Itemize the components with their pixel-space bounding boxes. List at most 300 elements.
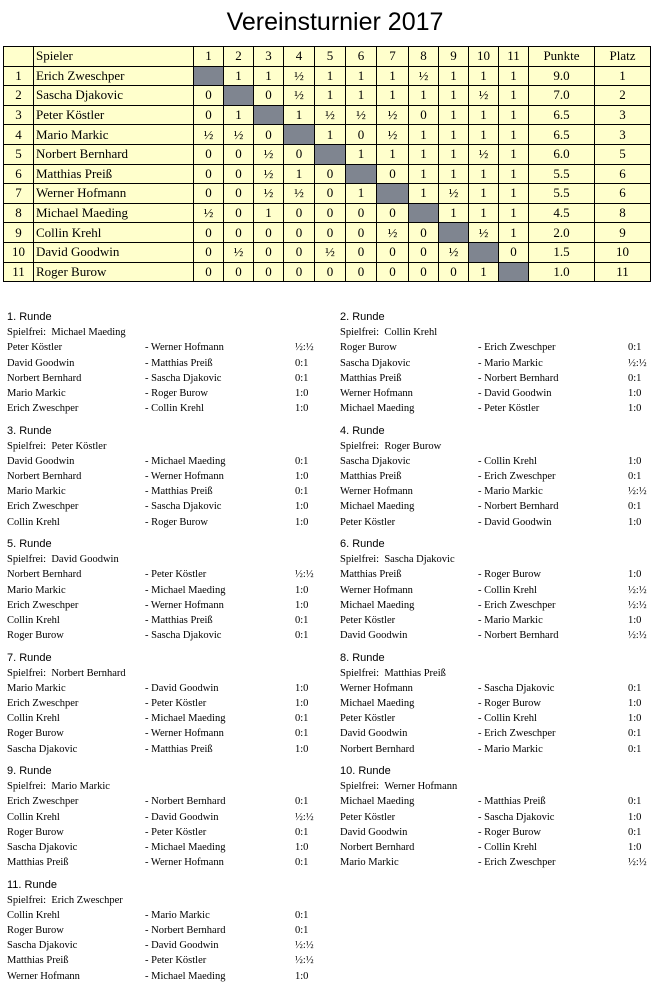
player-rank: 11: [595, 262, 651, 282]
table-row: [4, 184, 651, 204]
round-title: 7. Runde: [7, 651, 52, 664]
header-punkte: Punkte: [529, 47, 595, 67]
game-result: 0:1: [295, 614, 309, 626]
result-cell: 0: [254, 242, 284, 262]
game-result: 0:1: [628, 471, 642, 483]
diagonal-cell: [469, 242, 499, 262]
header-col-1: 1: [194, 47, 224, 67]
result-cell: 1: [499, 223, 529, 243]
round-block: [7, 310, 327, 416]
game-result: 0:1: [628, 501, 642, 513]
result-cell: 0: [194, 144, 224, 164]
result-cell: ½: [254, 144, 284, 164]
bye-label: Spielfrei:: [7, 554, 47, 566]
result-cell: 1: [439, 144, 469, 164]
result-cell: 1: [469, 262, 499, 282]
result-cell: 1: [439, 86, 469, 106]
crosstable: [3, 46, 651, 282]
bye-line: [340, 325, 660, 340]
result-cell: 0: [284, 203, 315, 223]
black-player: - Erich Zweschper: [478, 471, 556, 483]
result-cell: 1: [377, 86, 409, 106]
bye-label: Spielfrei:: [340, 327, 380, 339]
game-result: 0:1: [295, 728, 309, 740]
result-cell: 0: [194, 242, 224, 262]
white-player: Roger Burow: [7, 925, 64, 937]
result-cell: 0: [315, 184, 346, 204]
result-cell: 0: [194, 262, 224, 282]
white-player: Mario Markic: [7, 682, 66, 694]
result-cell: 0: [224, 184, 254, 204]
result-cell: 0: [224, 262, 254, 282]
player-name: Michael Maeding: [34, 203, 194, 223]
white-player: Mario Markic: [7, 486, 66, 498]
black-player: - Matthias Preiß: [145, 486, 213, 498]
game-row: [7, 454, 327, 469]
black-player: - Matthias Preiß: [145, 357, 213, 369]
player-points: 6.5: [529, 125, 595, 145]
result-cell: 0: [254, 223, 284, 243]
black-player: - Werner Hofmann: [145, 728, 224, 740]
bye-player: Erich Zweschper: [51, 894, 123, 906]
game-result: ½:½: [628, 584, 647, 596]
bye-label: Spielfrei:: [7, 440, 47, 452]
result-cell: 0: [194, 105, 224, 125]
header-col-2: 2: [224, 47, 254, 67]
result-cell: 1: [469, 125, 499, 145]
bye-label: Spielfrei:: [340, 554, 380, 566]
white-player: Peter Köstler: [340, 811, 396, 823]
game-row: [340, 840, 660, 855]
black-player: - Mario Markic: [145, 909, 210, 921]
black-player: - Sascha Djakovic: [145, 372, 222, 384]
header-nr-cell: [4, 47, 34, 67]
black-player: - Peter Köstler: [478, 403, 540, 415]
black-player: - Norbert Bernhard: [145, 796, 226, 808]
game-row: [7, 583, 327, 598]
player-points: 2.0: [529, 223, 595, 243]
white-player: Roger Burow: [340, 342, 397, 354]
game-result: 0:1: [295, 713, 309, 725]
player-number: 1: [4, 66, 34, 86]
game-row: [7, 484, 327, 499]
round-title: 10. Runde: [340, 765, 391, 777]
result-cell: 1: [346, 144, 377, 164]
result-cell: 1: [499, 86, 529, 106]
result-cell: ½: [409, 66, 439, 86]
black-player: - Roger Burow: [478, 569, 541, 581]
white-player: Norbert Bernhard: [7, 372, 82, 384]
black-player: - Peter Köstler: [145, 698, 207, 710]
player-name: Matthias Preiß: [34, 164, 194, 184]
table-row: [4, 66, 651, 86]
white-player: Erich Zweschper: [7, 501, 79, 513]
result-cell: ½: [224, 242, 254, 262]
black-player: - Peter Köstler: [145, 955, 207, 967]
table-row: [4, 223, 651, 243]
result-cell: 0: [224, 144, 254, 164]
result-cell: 0: [409, 223, 439, 243]
white-player: Matthias Preiß: [340, 471, 402, 483]
table-row: [4, 86, 651, 106]
bye-line: [340, 552, 660, 567]
black-player: - Michael Maeding: [145, 584, 226, 596]
game-row: [340, 499, 660, 514]
white-player: Sascha Djakovic: [7, 743, 78, 755]
player-points: 1.0: [529, 262, 595, 282]
table-row: [4, 105, 651, 125]
game-row: [7, 825, 327, 840]
white-player: Norbert Bernhard: [7, 471, 82, 483]
game-row: [7, 742, 327, 757]
result-cell: 1: [499, 105, 529, 125]
player-name: Peter Köstler: [34, 105, 194, 125]
white-player: Collin Krehl: [7, 909, 60, 921]
player-name: Werner Hofmann: [34, 184, 194, 204]
game-result: ½:½: [628, 486, 647, 498]
header-col-4: 4: [284, 47, 315, 67]
game-row: [7, 371, 327, 386]
game-result: 0:1: [628, 342, 642, 354]
result-cell: ½: [377, 125, 409, 145]
result-cell: 0: [284, 242, 315, 262]
result-cell: ½: [439, 184, 469, 204]
game-row: [7, 515, 327, 530]
result-cell: 1: [499, 184, 529, 204]
white-player: Matthias Preiß: [340, 569, 402, 581]
result-cell: ½: [315, 105, 346, 125]
round-block: [7, 651, 327, 757]
result-cell: 0: [284, 144, 315, 164]
result-cell: 0: [194, 223, 224, 243]
black-player: - Mario Markic: [478, 486, 543, 498]
game-result: 1:0: [628, 614, 642, 626]
white-player: Michael Maeding: [340, 403, 415, 415]
bye-line: [7, 893, 327, 908]
white-player: Werner Hofmann: [340, 387, 413, 399]
round-block: [340, 764, 660, 870]
black-player: - Collin Krehl: [478, 841, 537, 853]
game-result: 0:1: [295, 630, 309, 642]
black-player: - David Goodwin: [145, 682, 219, 694]
player-rank: 9: [595, 223, 651, 243]
white-player: David Goodwin: [7, 455, 75, 467]
player-points: 5.5: [529, 184, 595, 204]
player-points: 6.0: [529, 144, 595, 164]
game-row: [7, 598, 327, 613]
black-player: - Matthias Preiß: [145, 743, 213, 755]
white-player: Matthias Preiß: [340, 372, 402, 384]
result-cell: 1: [409, 86, 439, 106]
result-cell: 1: [315, 86, 346, 106]
black-player: - Erich Zweschper: [478, 599, 556, 611]
black-player: - David Goodwin: [145, 811, 219, 823]
game-result: 1:0: [628, 516, 642, 528]
result-cell: 0: [315, 223, 346, 243]
game-row: [340, 401, 660, 416]
table-row: [4, 144, 651, 164]
bye-line: [340, 439, 660, 454]
white-player: Erich Zweschper: [7, 599, 79, 611]
result-cell: 1: [469, 203, 499, 223]
bye-player: Werner Hofmann: [384, 781, 458, 793]
bye-player: David Goodwin: [51, 554, 119, 566]
diagonal-cell: [409, 203, 439, 223]
game-result: 1:0: [295, 682, 309, 694]
white-player: Collin Krehl: [7, 614, 60, 626]
game-row: [340, 371, 660, 386]
game-result: ½:½: [628, 599, 647, 611]
result-cell: 1: [439, 164, 469, 184]
player-number: 8: [4, 203, 34, 223]
player-name: Sascha Djakovic: [34, 86, 194, 106]
white-player: Werner Hofmann: [7, 970, 80, 982]
diagonal-cell: [439, 223, 469, 243]
round-title: 2. Runde: [340, 311, 385, 323]
player-points: 5.5: [529, 164, 595, 184]
diagonal-cell: [224, 86, 254, 106]
player-name: Norbert Bernhard: [34, 144, 194, 164]
result-cell: 1: [224, 105, 254, 125]
game-result: 1:0: [628, 455, 642, 467]
game-row: [7, 340, 327, 355]
bye-line: [7, 552, 327, 567]
round-block: [7, 878, 327, 984]
black-player: - Werner Hofmann: [145, 857, 224, 869]
player-points: 4.5: [529, 203, 595, 223]
white-player: Sascha Djakovic: [7, 841, 78, 853]
white-player: Peter Köstler: [340, 713, 396, 725]
diagonal-cell: [254, 105, 284, 125]
result-cell: 1: [315, 125, 346, 145]
header-col-10: 10: [469, 47, 499, 67]
result-cell: 0: [377, 203, 409, 223]
game-row: [340, 742, 660, 757]
player-points: 1.5: [529, 242, 595, 262]
bye-line: [7, 439, 327, 454]
player-number: 5: [4, 144, 34, 164]
player-number: 3: [4, 105, 34, 125]
black-player: - Michael Maeding: [145, 970, 226, 982]
header-col-3: 3: [254, 47, 284, 67]
result-cell: 1: [439, 105, 469, 125]
game-row: [340, 613, 660, 628]
player-points: 6.5: [529, 105, 595, 125]
result-cell: 1: [346, 184, 377, 204]
table-row: [4, 242, 651, 262]
game-row: [340, 515, 660, 530]
black-player: - Werner Hofmann: [145, 342, 224, 354]
result-cell: 1: [499, 144, 529, 164]
game-result: 1:0: [295, 970, 309, 982]
game-row: [340, 567, 660, 582]
black-player: - Collin Krehl: [478, 713, 537, 725]
result-cell: 0: [346, 223, 377, 243]
white-player: David Goodwin: [340, 728, 408, 740]
result-cell: 0: [377, 262, 409, 282]
table-row: [4, 164, 651, 184]
result-cell: 0: [346, 262, 377, 282]
black-player: - Sascha Djakovic: [478, 682, 555, 694]
result-cell: ½: [469, 223, 499, 243]
game-row: [340, 794, 660, 809]
result-cell: 1: [439, 125, 469, 145]
game-row: [7, 810, 327, 825]
result-cell: 0: [254, 86, 284, 106]
bye-line: [7, 666, 327, 681]
game-result: ½:½: [295, 569, 314, 581]
black-player: - Matthias Preiß: [478, 796, 546, 808]
player-points: 7.0: [529, 86, 595, 106]
black-player: - Sascha Djakovic: [145, 501, 222, 513]
game-result: 0:1: [295, 372, 309, 384]
game-row: [340, 726, 660, 741]
game-result: 0:1: [628, 826, 642, 838]
game-result: ½:½: [295, 811, 314, 823]
game-result: 1:0: [628, 403, 642, 415]
player-number: 10: [4, 242, 34, 262]
player-rank: 8: [595, 203, 651, 223]
game-result: 0:1: [295, 357, 309, 369]
result-cell: ½: [377, 105, 409, 125]
game-row: [7, 726, 327, 741]
result-cell: ½: [469, 144, 499, 164]
game-row: [7, 696, 327, 711]
game-result: 1:0: [295, 698, 309, 710]
result-cell: 1: [409, 164, 439, 184]
white-player: Mario Markic: [340, 857, 399, 869]
result-cell: 0: [346, 203, 377, 223]
round-block: [340, 424, 660, 530]
bye-line: [7, 779, 327, 794]
header-col-5: 5: [315, 47, 346, 67]
black-player: - Michael Maeding: [145, 455, 226, 467]
game-row: [7, 711, 327, 726]
game-row: [340, 356, 660, 371]
game-row: [7, 499, 327, 514]
black-player: - Erich Zweschper: [478, 857, 556, 869]
result-cell: 1: [254, 66, 284, 86]
game-row: [340, 484, 660, 499]
result-cell: ½: [284, 66, 315, 86]
result-cell: 0: [224, 164, 254, 184]
bye-label: Spielfrei:: [7, 667, 47, 679]
result-cell: 0: [409, 262, 439, 282]
result-cell: 0: [254, 262, 284, 282]
white-player: Collin Krehl: [7, 713, 60, 725]
game-result: 1:0: [628, 841, 642, 853]
bye-player: Matthias Preiß: [384, 667, 446, 679]
game-result: ½:½: [628, 630, 647, 642]
game-result: 0:1: [295, 826, 309, 838]
game-row: [7, 908, 327, 923]
result-cell: 0: [409, 242, 439, 262]
black-player: - Michael Maeding: [145, 713, 226, 725]
result-cell: ½: [469, 86, 499, 106]
game-result: 0:1: [628, 743, 642, 755]
game-row: [7, 953, 327, 968]
player-number: 7: [4, 184, 34, 204]
game-result: ½:½: [295, 955, 314, 967]
game-result: 1:0: [295, 841, 309, 853]
black-player: - Roger Burow: [478, 698, 541, 710]
white-player: Werner Hofmann: [340, 682, 413, 694]
bye-player: Sascha Djakovic: [384, 554, 455, 566]
bye-line: [340, 779, 660, 794]
white-player: David Goodwin: [340, 826, 408, 838]
diagonal-cell: [499, 262, 529, 282]
black-player: - Michael Maeding: [145, 841, 226, 853]
diagonal-cell: [194, 66, 224, 86]
result-cell: 0: [194, 184, 224, 204]
player-points: 9.0: [529, 66, 595, 86]
game-row: [340, 583, 660, 598]
player-rank: 5: [595, 144, 651, 164]
bye-label: Spielfrei:: [340, 781, 380, 793]
game-result: 0:1: [628, 796, 642, 808]
player-rank: 3: [595, 105, 651, 125]
white-player: David Goodwin: [7, 357, 75, 369]
result-cell: 1: [377, 66, 409, 86]
result-cell: ½: [284, 86, 315, 106]
black-player: - Mario Markic: [478, 357, 543, 369]
bye-label: Spielfrei:: [7, 327, 47, 339]
white-player: Sascha Djakovic: [340, 357, 411, 369]
white-player: Norbert Bernhard: [340, 841, 415, 853]
result-cell: 1: [377, 144, 409, 164]
result-cell: 1: [499, 66, 529, 86]
header-col-6: 6: [346, 47, 377, 67]
white-player: Erich Zweschper: [7, 403, 79, 415]
white-player: Sascha Djakovic: [340, 455, 411, 467]
header-col-9: 9: [439, 47, 469, 67]
game-row: [340, 454, 660, 469]
white-player: Norbert Bernhard: [7, 569, 82, 581]
game-row: [7, 469, 327, 484]
player-rank: 10: [595, 242, 651, 262]
result-cell: 0: [254, 125, 284, 145]
black-player: - Erich Zweschper: [478, 342, 556, 354]
black-player: - Sascha Djakovic: [478, 811, 555, 823]
game-row: [7, 567, 327, 582]
black-player: - Norbert Bernhard: [478, 372, 559, 384]
result-cell: 1: [469, 105, 499, 125]
white-player: Werner Hofmann: [340, 584, 413, 596]
crosstable-header-row: [4, 47, 651, 67]
bye-player: Mario Markic: [51, 781, 110, 793]
player-name: David Goodwin: [34, 242, 194, 262]
result-cell: 0: [346, 242, 377, 262]
table-row: [4, 203, 651, 223]
black-player: - David Goodwin: [145, 940, 219, 952]
header-col-7: 7: [377, 47, 409, 67]
round-title: 3. Runde: [7, 424, 52, 437]
result-cell: ½: [439, 242, 469, 262]
black-player: - Peter Köstler: [145, 569, 207, 581]
black-player: - Mario Markic: [478, 614, 543, 626]
result-cell: ½: [377, 223, 409, 243]
game-row: [7, 628, 327, 643]
round-block: [340, 537, 660, 643]
round-block: [340, 310, 660, 416]
white-player: Mario Markic: [7, 584, 66, 596]
result-cell: 0: [377, 164, 409, 184]
result-cell: 0: [194, 86, 224, 106]
game-result: 0:1: [295, 455, 309, 467]
player-number: 9: [4, 223, 34, 243]
bye-player: Collin Krehl: [384, 327, 438, 339]
game-row: [7, 938, 327, 953]
